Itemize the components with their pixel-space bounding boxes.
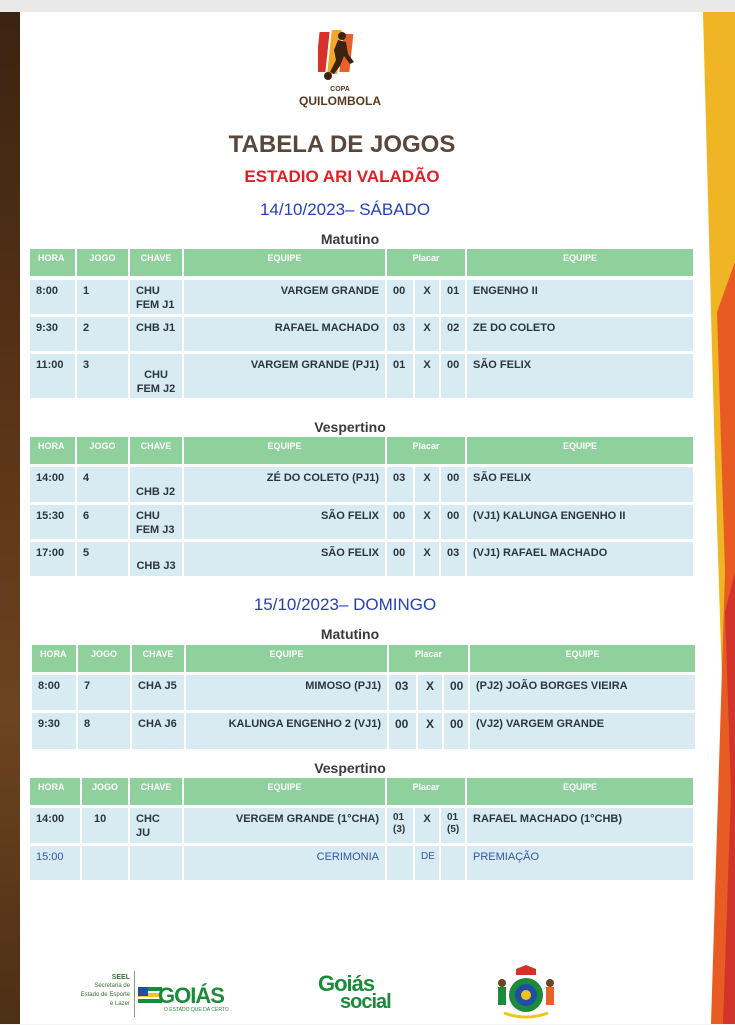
cell-score-x: X [415, 280, 439, 314]
cell-score-away: 03 [441, 542, 465, 576]
header-chave: CHAVE [130, 437, 182, 464]
header-jogo: JOGO [78, 645, 130, 672]
cell-hora: 15:00 [30, 846, 80, 880]
seel-description: Secretaria de Estado de Esporte e Lazer [80, 983, 130, 1007]
cell-score-x: X [415, 808, 439, 843]
cell-hora: 11:00 [30, 354, 75, 398]
cell-away-team: (VJ1) RAFAEL MACHADO [467, 542, 693, 576]
header-equipe: EQUIPE [186, 645, 387, 672]
cell-score-x: X [418, 675, 442, 710]
cell-score-away: 02 [441, 317, 465, 351]
right-decorative-stripe [703, 12, 735, 1024]
cell-jogo: 7 [78, 675, 130, 710]
crest-icon [490, 965, 562, 1020]
header-jogo: JOGO [77, 249, 128, 276]
cell-away-team: RAFAEL MACHADO (1°CHB) [467, 808, 693, 843]
goias-wordmark: GOIÁS [158, 983, 224, 1008]
cell-score-home: 03 [387, 317, 413, 351]
cell-home-team: SÃO FELIX [184, 505, 385, 539]
header-equipe-away: EQUIPE [470, 645, 695, 672]
goias-government-logo [80, 965, 240, 1020]
header-chave: CHAVE [130, 778, 182, 805]
header-equipe: EQUIPE [184, 249, 385, 276]
cell-score-home: 00 [387, 280, 413, 314]
goias-social-logo [314, 965, 414, 1020]
cell-score-home [387, 846, 413, 880]
cell-score-x: X [415, 467, 439, 502]
cell-chave: CHU FEM J2 [130, 354, 182, 398]
cell-chave: CHA J5 [132, 675, 184, 710]
cell-jogo: 6 [77, 505, 128, 539]
cell-jogo: 1 [77, 280, 128, 314]
header-placar: Placar [389, 645, 468, 672]
goias-social-line2: social [340, 991, 391, 1013]
header-equipe-away: EQUIPE [467, 778, 693, 805]
cell-score-x: DE [415, 846, 439, 880]
cell-score-x: X [418, 713, 442, 749]
day2-morning-label: Matutino [320, 626, 380, 642]
cell-hora: 14:00 [30, 808, 80, 843]
cell-score-x: X [415, 505, 439, 539]
cell-away-team: ENGENHO II [467, 280, 693, 314]
cell-score-away: 00 [444, 675, 468, 710]
cell-chave: CHA J6 [132, 713, 184, 749]
cell-away-team: ZE DO COLETO [467, 317, 693, 351]
header-chave: CHAVE [130, 249, 182, 276]
cell-jogo: 5 [77, 542, 128, 576]
page-title: TABELA DE JOGOS [228, 131, 456, 158]
header-hora: HORA [30, 249, 75, 276]
cell-away-team: (VJ2) VARGEM GRANDE [470, 713, 695, 749]
cell-away-team: PREMIAÇÃO [467, 846, 693, 880]
cell-chave: CHB J1 [130, 317, 182, 351]
cell-hora: 9:30 [30, 317, 75, 351]
cell-home-team: SÃO FELIX [184, 542, 385, 576]
header-placar: Placar [387, 778, 465, 805]
cell-away-team: (VJ1) KALUNGA ENGENHO II [467, 505, 693, 539]
cell-home-team: RAFAEL MACHADO [184, 317, 385, 351]
cell-jogo: 8 [78, 713, 130, 749]
cell-chave: CHU FEM J3 [130, 505, 182, 539]
cell-score-home: 03 [387, 467, 413, 502]
cell-score-home: 00 [389, 713, 416, 749]
cell-chave: CHB J2 [130, 467, 182, 502]
cell-score-x: X [415, 354, 439, 398]
left-decorative-stripe [0, 12, 20, 1024]
header-equipe-away: EQUIPE [467, 437, 693, 464]
cell-hora: 8:00 [32, 675, 76, 710]
cell-home-team: MIMOSO (PJ1) [186, 675, 387, 710]
cell-score-x: X [415, 317, 439, 351]
logo-text-copa: COPA [330, 86, 350, 93]
cell-chave: CHU FEM J1 [130, 280, 182, 314]
seel-divider [134, 971, 135, 1017]
cell-away-team: SÃO FELIX [467, 354, 693, 398]
cell-score-x: X [415, 542, 439, 576]
goias-social-line1: Goiás [318, 971, 375, 996]
header-hora: HORA [30, 778, 80, 805]
day1-afternoon-label: Vespertino [314, 419, 386, 435]
cell-score-home: 00 [387, 505, 413, 539]
header-equipe-away: EQUIPE [467, 249, 693, 276]
day1-morning-label: Matutino [320, 231, 380, 247]
cell-score-home: 01 [387, 354, 413, 398]
cell-home-team: KALUNGA ENGENHO 2 (VJ1) [186, 713, 387, 749]
cell-home-team: CERIMONIA [184, 846, 385, 880]
cell-hora: 9:30 [32, 713, 76, 749]
cell-away-team: (PJ2) JOÃO BORGES VIEIRA [470, 675, 695, 710]
cell-score-home: 03 [389, 675, 416, 710]
copa-quilombola-logo [290, 24, 390, 112]
cell-jogo: 3 [77, 354, 128, 398]
cell-home-team: VARGEM GRANDE (PJ1) [184, 354, 385, 398]
logo-text-quilombola: QUILOMBOLA [299, 94, 381, 108]
cell-score-home: 00 [387, 542, 413, 576]
quilombola-crest-logo [490, 965, 562, 1020]
stadium-name: ESTADIO ARI VALADÃO [244, 167, 440, 186]
cell-score-away: 01 [441, 280, 465, 314]
cell-score-away [441, 846, 465, 880]
header-hora: HORA [32, 645, 76, 672]
cell-chave: CHB J3 [130, 542, 182, 576]
cell-home-team: VERGEM GRANDE (1°CHA) [184, 808, 385, 843]
cell-score-away: 00 [444, 713, 468, 749]
cell-chave: CHC JU [130, 808, 182, 843]
cell-away-team: SÃO FELIX [467, 467, 693, 502]
day1-date: 14/10/2023– SÁBADO [259, 200, 431, 219]
cell-hora: 8:00 [30, 280, 75, 314]
cell-home-team: ZÉ DO COLETO (PJ1) [184, 467, 385, 502]
cell-chave [130, 846, 182, 880]
header-placar: Placar [387, 249, 465, 276]
header-jogo: JOGO [77, 437, 128, 464]
cell-score-away: 00 [441, 505, 465, 539]
cell-score-away: 00 [441, 354, 465, 398]
header-hora: HORA [30, 437, 75, 464]
cell-score-away: 01 (5) [441, 808, 465, 843]
cell-jogo: 10 [82, 808, 128, 843]
player-logo-icon [318, 28, 360, 84]
header-equipe: EQUIPE [184, 437, 385, 464]
header-jogo: JOGO [82, 778, 128, 805]
cell-jogo: 4 [77, 467, 128, 502]
header-placar: Placar [387, 437, 465, 464]
cell-hora: 15:30 [30, 505, 75, 539]
goias-slogan: O ESTADO QUE DÁ CERTO [164, 1007, 229, 1013]
cell-jogo [82, 846, 128, 880]
header-equipe: EQUIPE [184, 778, 385, 805]
day2-date: 15/10/2023– DOMINGO [253, 595, 437, 614]
seel-label: SEEL [111, 974, 130, 981]
cell-hora: 14:00 [30, 467, 75, 502]
seel-text [80, 973, 130, 1009]
cell-jogo: 2 [77, 317, 128, 351]
cell-score-away: 00 [441, 467, 465, 502]
cell-home-team: VARGEM GRANDE [184, 280, 385, 314]
cell-hora: 17:00 [30, 542, 75, 576]
cell-score-home: 01 (3) [387, 808, 413, 843]
day2-afternoon-label: Vespertino [314, 760, 386, 776]
header-chave: CHAVE [132, 645, 184, 672]
